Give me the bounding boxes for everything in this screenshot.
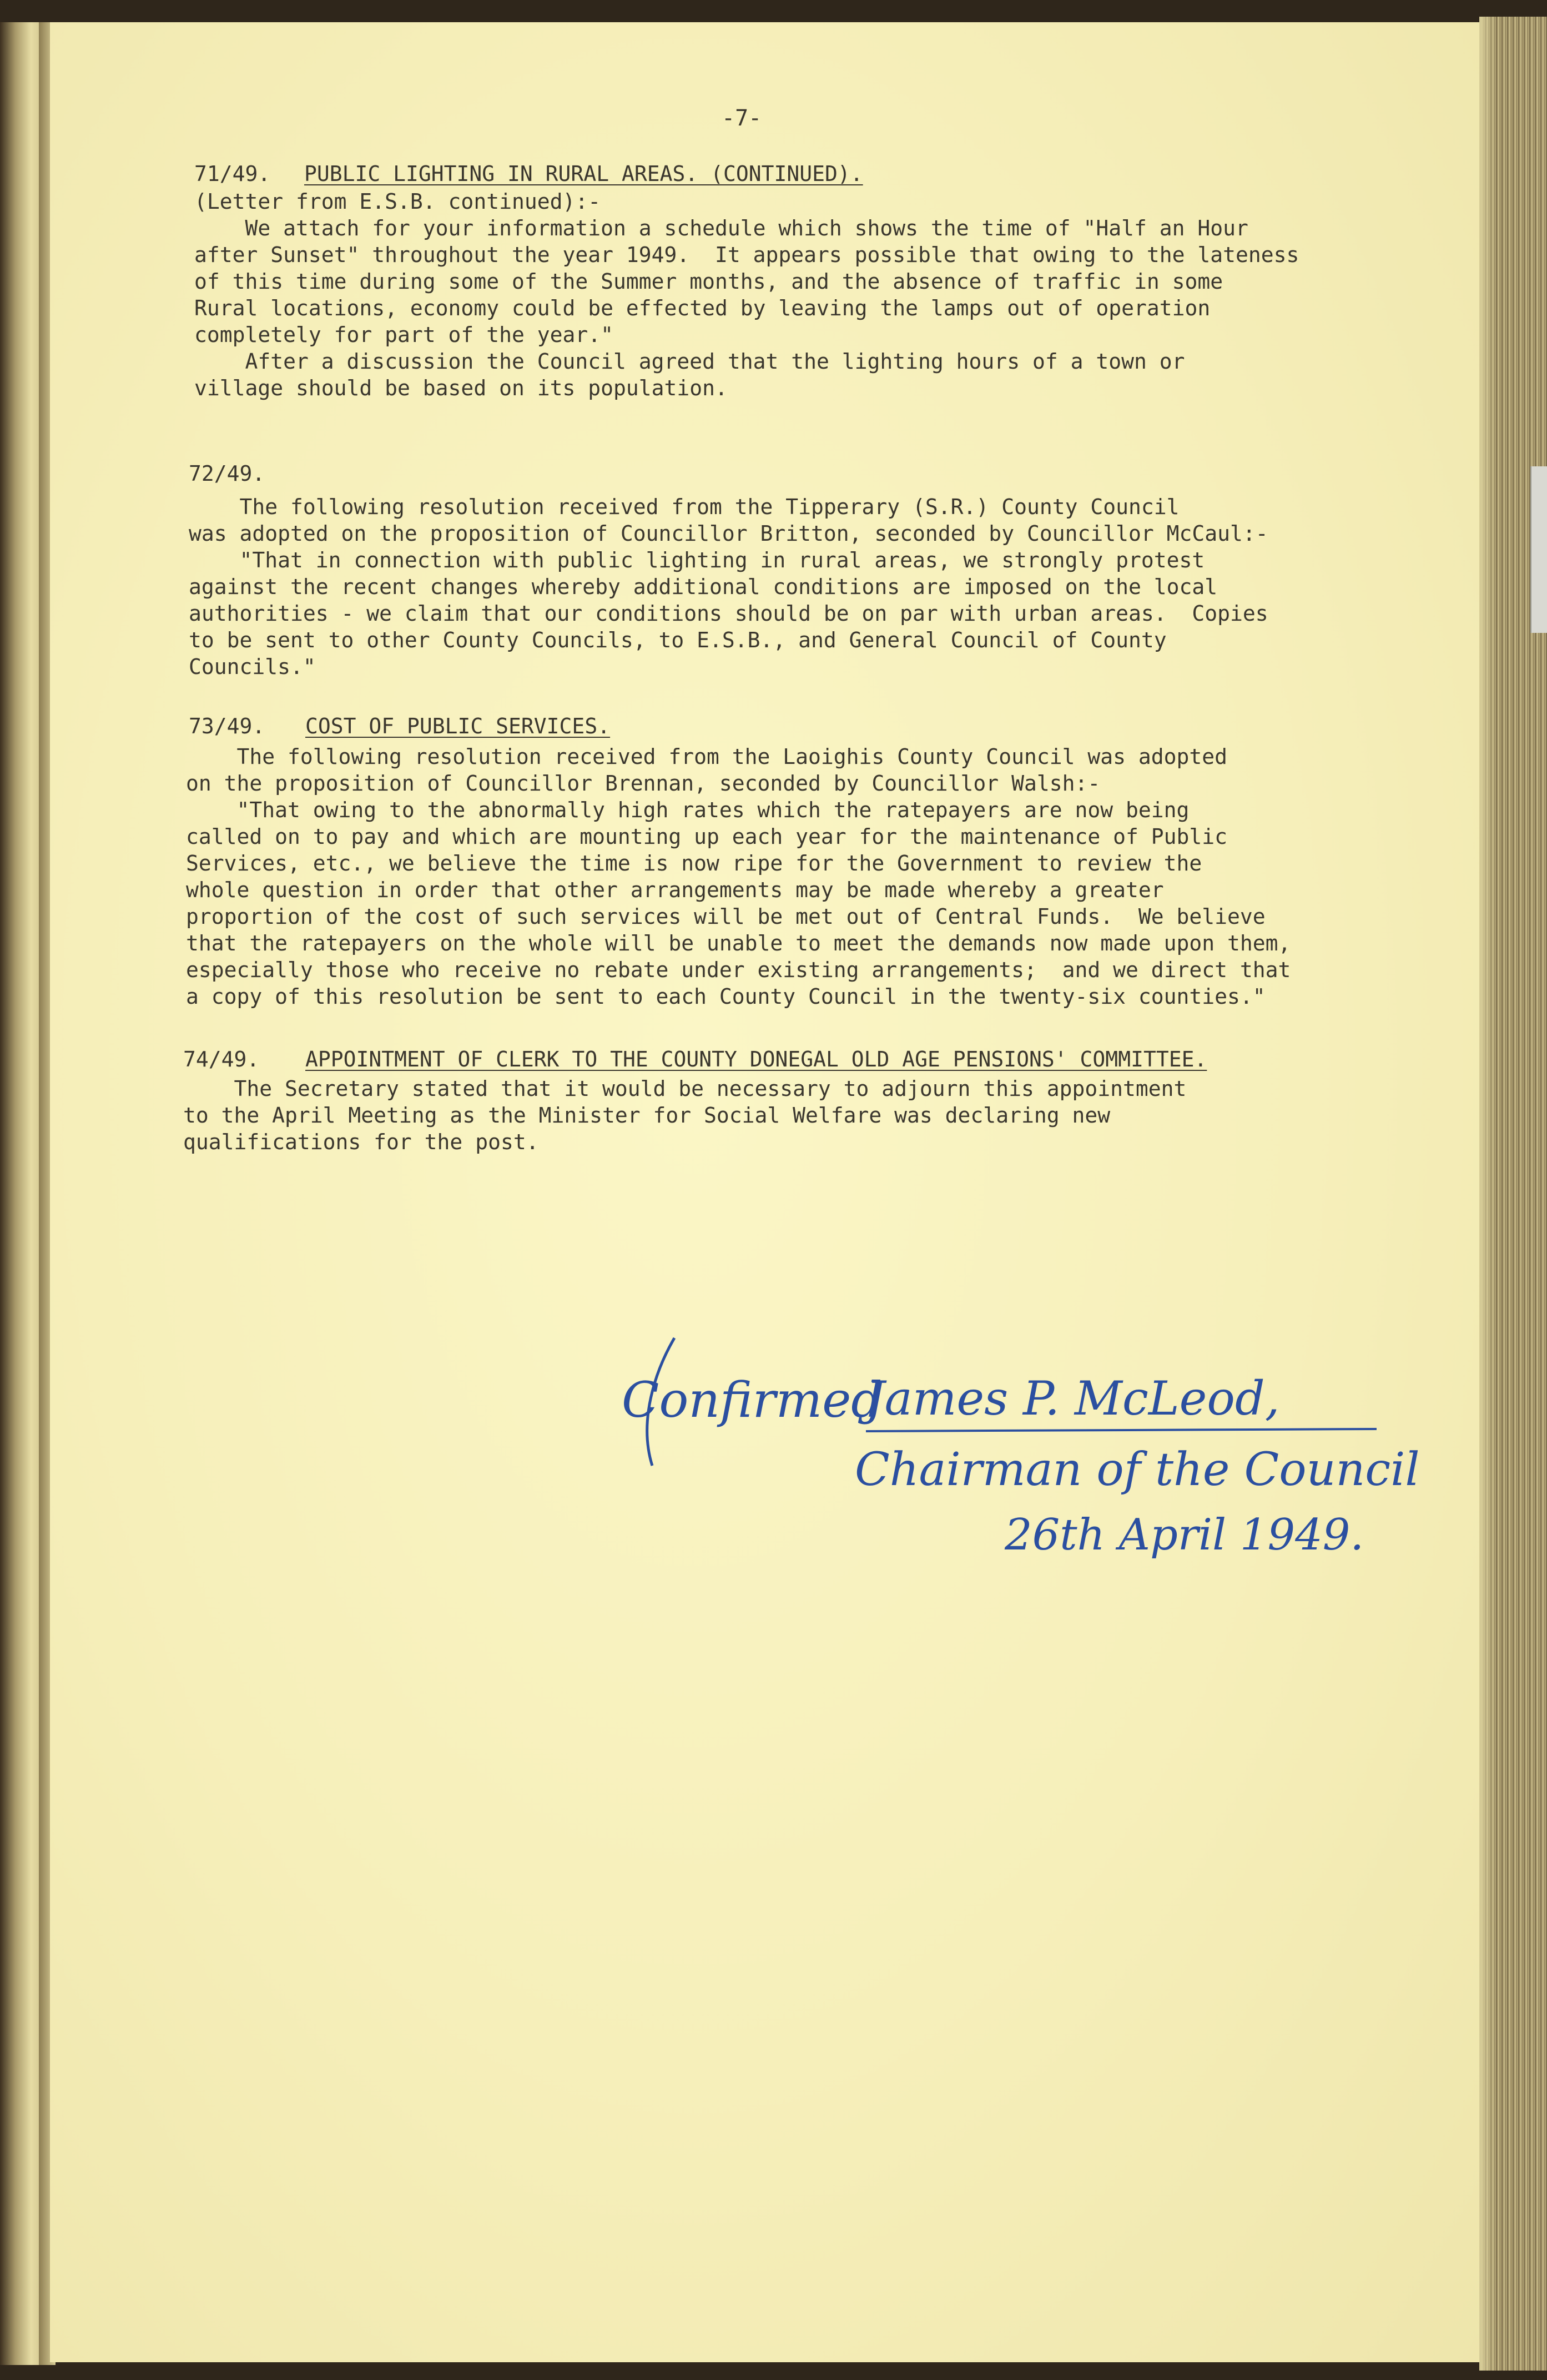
item-74-line: The Secretary stated that it would be necessary to adjourn this appointment: [183, 1076, 1187, 1101]
item-73-number: 73/49.: [189, 714, 265, 738]
item-74-line: to the April Meeting as the Minister for Social Welfare was declaring new: [183, 1103, 1111, 1128]
item-72-line: authorities - we claim that our conditions should be on par with urban areas. Copies: [189, 601, 1268, 626]
item-74-number: 74/49.: [183, 1047, 260, 1071]
item-73-line: whole question in order that other arrangements may be made whereby a greater: [186, 878, 1164, 902]
item-72-line: The following resolution received from the Tipperary (S.R.) County Council: [189, 495, 1180, 519]
signature-date: 26th April 1949.: [1005, 1510, 1364, 1560]
item-73-line: a copy of this resolution be sent to each County Council in the twenty-six counties.": [186, 984, 1266, 1009]
item-72-number: 72/49.: [189, 461, 265, 486]
item-73-line: The following resolution received from the Laoighis County Council was adopted: [186, 744, 1227, 769]
item-71-heading: PUBLIC LIGHTING IN RURAL AREAS. (CONTINUED).: [304, 162, 863, 186]
item-73-line: "That owing to the abnormally high rates which the ratepayers are now being: [186, 798, 1190, 822]
item-73-line: Services, etc., we believe the time is now ripe for the Government to review the: [186, 851, 1202, 875]
item-73-line: especially those who receive no rebate under existing arrangements; and we direct that: [186, 958, 1291, 982]
page-number: -7-: [722, 105, 762, 131]
item-72-line: "That in connection with public lighting in rural areas, we strongly protest: [189, 548, 1205, 572]
item-71-line: (Letter from E.S.B. continued):-: [194, 189, 601, 214]
page-stack-edge: [1479, 17, 1547, 2371]
item-71-number: 71/49.: [194, 162, 271, 186]
signature-title: Chairman of the Council: [855, 1443, 1420, 1496]
item-71-line: of this time during some of the Summer months, and the absence of traffic in some: [194, 269, 1223, 294]
item-74-heading: APPOINTMENT OF CLERK TO THE COUNTY DONEGAL OLD AGE PENSIONS' COMMITTEE.: [305, 1047, 1207, 1071]
item-72-line: to be sent to other County Councils, to E.S.B., and General Council of County: [189, 628, 1167, 652]
item-71-line: After a discussion the Council agreed that the lighting hours of a town or: [194, 349, 1185, 374]
item-72-line: was adopted on the proposition of Councillor Britton, seconded by Councillor McCaul:-: [189, 521, 1268, 546]
item-72-line: Councils.": [189, 655, 316, 679]
item-73-line: called on to pay and which are mounting up each year for the maintenance of Public: [186, 824, 1227, 849]
item-71-line: completely for part of the year.": [194, 323, 613, 347]
item-72-line: against the recent changes whereby additional conditions are imposed on the local: [189, 575, 1218, 599]
item-73-heading: COST OF PUBLIC SERVICES.: [305, 714, 611, 738]
signature-confirmed: Confirmed: [622, 1371, 883, 1428]
item-73-line: that the ratepayers on the whole will be unable to meet the demands now made upon them,: [186, 931, 1291, 955]
item-71-line: We attach for your information a schedule which shows the time of "Half an Hour: [194, 216, 1248, 240]
typed-minutes: [0, 0, 1299, 1174]
item-73-line: proportion of the cost of such services will be met out of Central Funds. We believe: [186, 904, 1266, 929]
item-71-line: Rural locations, economy could be effected by leaving the lamps out of operation: [194, 296, 1211, 320]
item-71-line: after Sunset" throughout the year 1949. It appears possible that owing to the lateness: [194, 243, 1299, 267]
item-73-line: on the proposition of Councillor Brennan, seconded by Councillor Walsh:-: [186, 771, 1101, 796]
item-71-line: village should be based on its population.: [194, 376, 728, 400]
index-tab: [1530, 466, 1547, 633]
signature-name: James P. McLeod,: [866, 1371, 1280, 1426]
item-74-line: qualifications for the post.: [183, 1130, 539, 1154]
